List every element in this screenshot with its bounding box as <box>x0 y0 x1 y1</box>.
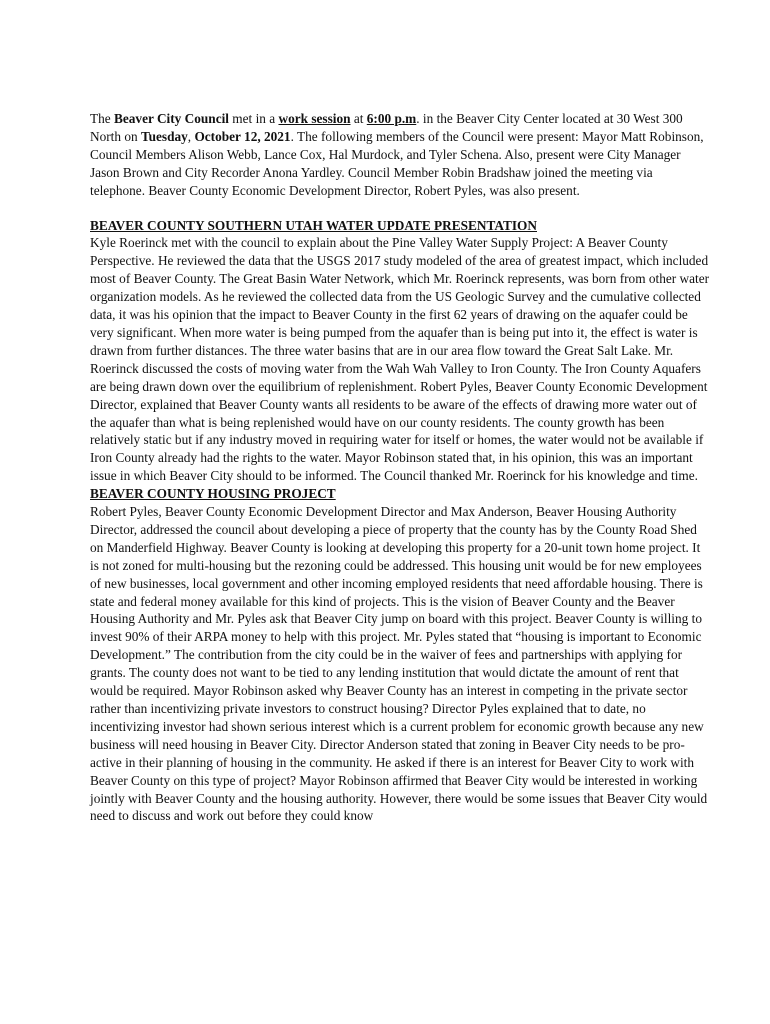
intro-text: met in a <box>228 111 279 126</box>
meeting-date: October 12, 2021 <box>194 128 291 144</box>
intro-text: . in the Beaver City Center located at 30 West 300 North on <box>90 111 683 144</box>
intro-text: , <box>187 128 195 144</box>
intro-paragraph <box>90 110 710 200</box>
meeting-time: 6:00 p.m <box>366 111 417 126</box>
intro-text: . The following members of the Council were present: Mayor Matt Robinson, Council Members Alison Webb, Lance Cox, Hal Murdock, and Tyler Schena. Also, present were City Manager Jason Brown and City Recorder Anona Yardley. Council Member Robin Bradshaw joined the meeting via telephone. Beaver County Economic Development Director, Robert Pyles, was also present. <box>90 128 704 198</box>
intro-text: The <box>90 111 114 126</box>
work-session-label: work session <box>278 111 351 126</box>
council-name: Beaver City Council <box>114 111 229 126</box>
section-heading-water-update: BEAVER COUNTY SOUTHERN UTAH WATER UPDATE PRESENTATION <box>90 217 537 233</box>
section-body-water-update: Kyle Roerinck met with the council to explain about the Pine Valley Water Supply Project: A Beaver County Perspective. He reviewed the data that the USGS 2017 study modeled of the area of greatest impact, which included most of Beaver County. The Great Basin Water Network, which Mr. Roerinck represents, was born from other water organization models. As he reviewed the collected data from the US Geologic Survey and the cumulative collected data, it was his opinion that the impact to Beaver County in the first 62 years of drawing on the aquafer could be very significant. When more water is being pumped from the aquafer than is being put into it, the effect is water is drawn from further distances. The three water basins that are in our area flow toward the Great Salt Lake. Mr. Roerinck discussed the costs of moving water from the Wah Wah Valley to Iron County. The Iron County Aquafers are being drawn down over the equilibrium of replenishment. Robert Pyles, Beaver County Economic Development Director, explained that Beaver County wants all residents to be aware of the effects of drawing more water out of the aquafer than what is being replenished would have on our county residents. The county growth has been relatively static but if any industry moved in requiring water for itself or homes, the water would not be available if Iron County already had the rights to the water. Mayor Robinson stated that, in his opinion, this was an important issue in which Beaver City should to be informed. The Council thanked Mr. Roerinck for his knowledge and time. <box>90 235 710 484</box>
meeting-day: Tuesday <box>140 128 188 144</box>
document-page <box>90 110 710 825</box>
intro-text: at <box>350 111 367 126</box>
section-heading-housing-project: BEAVER COUNTY HOUSING PROJECT <box>90 486 336 502</box>
section-body-housing-project: Robert Pyles, Beaver County Economic Development Director and Max Anderson, Beaver Housing Authority Director, addressed the council about developing a piece of property that the county has by the County Road Shed on Manderfield Highway. Beaver County is looking at developing this property for a 20-unit town home project. It is not zoned for multi-housing but the rezoning could be addressed. This housing unit would be for new employees of new businesses, local government and other incoming employed residents that need affordable housing. There is state and federal money available for this kind of projects. This is the vision of Beaver County and the Beaver Housing Authority and Mr. Pyles ask that Beaver City jump on board with this project. Beaver County is willing to invest 90% of their ARPA money to help with this project. Mr. Pyles stated that “housing is important to Economic Development.” The contribution from the city could be in the waiver of fees and partnerships with applying for grants. The county does not want to be tied to any lending institution that would dictate the amount of rent that would be required. Mayor Robinson asked why Beaver County has an interest in competing in the private sector rather than incentivizing private investors to construct housing? Director Pyles explained that to date, no incentivizing investor had shown serious interest which is a current problem for economic growth because any new business will need housing in Beaver City. Director Anderson stated that zoning in Beaver City needs to be pro-active in their planning of housing in the community. He asked if there is an interest for Beaver City to work with Beaver County on this type of project? Mayor Robinson affirmed that Beaver City would be interested in working jointly with Beaver County and the housing authority. However, there would be some issues that Beaver City would need to discuss and work out before they could know <box>90 504 708 824</box>
